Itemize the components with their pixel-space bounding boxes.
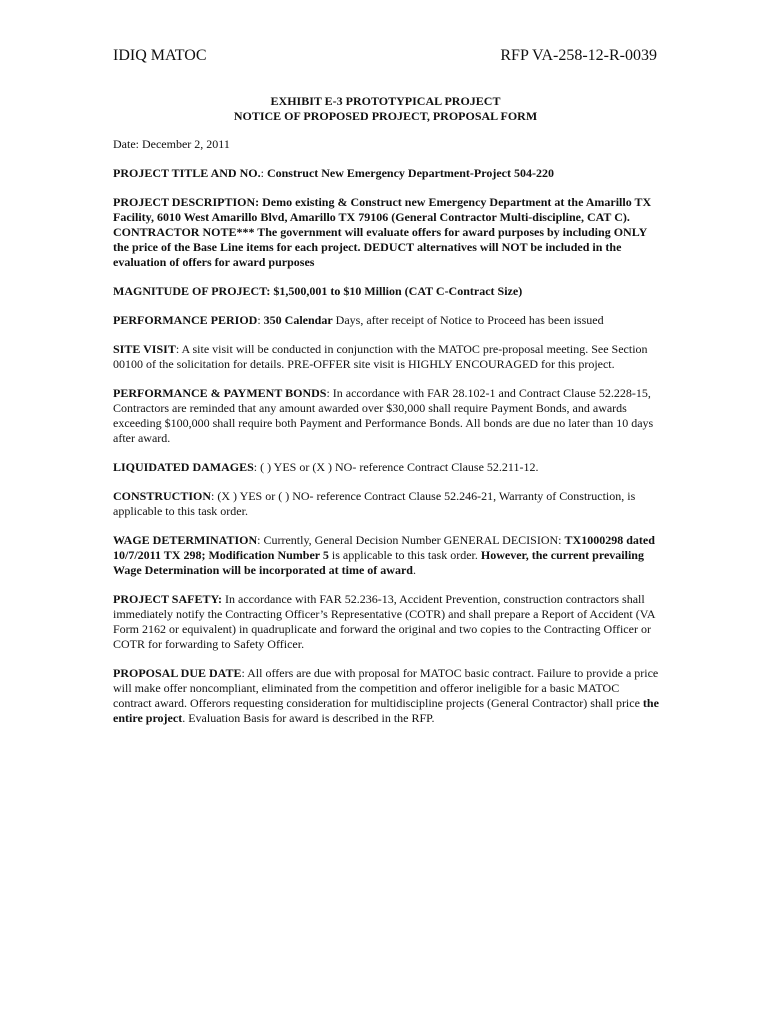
date: Date: December 2, 2011 [113, 137, 230, 151]
label: PROPOSAL DUE DATE [113, 666, 242, 680]
label: SITE VISIT [113, 342, 176, 356]
label: PERFORMANCE PERIOD [113, 313, 258, 327]
value: : ( ) YES or (X ) NO- reference Contract Clause 52.211-12. [253, 460, 539, 474]
bold1: TX1000298 dated 10/7/2011 TX 298; Modification Number 5 [113, 533, 655, 562]
value: : (X ) YES or ( ) NO- reference Contract Clause 52.246-21, Warranty of Construction, is applicable to this task order. [113, 489, 636, 518]
label: PROJECT DESCRIPTION [113, 195, 256, 209]
value: : In accordance with FAR 28.102-1 and Contract Clause 52.228-15, Contractors are reminded that any amount awarded over $30,000 shall require Payment Bonds, and awards exceeding $100,000 shall require both Payment and Performance Bonds. All bonds are due no later than 10 days after award. [113, 386, 654, 445]
value2: is applicable to this task order. [328, 548, 481, 562]
document-body [113, 137, 659, 740]
label: WAGE DETERMINATION [113, 533, 258, 547]
value2: . Evaluation Basis for award is described in the RFP. [182, 711, 435, 725]
label: PERFORMANCE & PAYMENT BONDS [113, 386, 327, 400]
value1: : All offers are due with proposal for MATOC basic contract. Failure to provide a price will make offer noncompliant, eliminated from the competition and offeror ineligible for a basic MATOC contract award. Offerors requesting consideration for multidiscipline projects (General Contractor) shall price [113, 666, 659, 710]
value: : A site visit will be conducted in conjunction with the MATOC pre-proposal meeting. See Section 00100 of the solicitation for details. PRE-OFFER site visit is HIGHLY ENCOURAGED for this project. [113, 342, 648, 371]
site-visit-paragraph [113, 342, 659, 372]
value: : $1,500,001 to $10 Million (CAT C-Contract Size) [266, 284, 523, 298]
performance-period-paragraph [113, 313, 659, 328]
document-title [113, 94, 658, 124]
wage-determination-paragraph [113, 533, 659, 578]
value: Construct New Emergency Department-Project 504-220 [266, 166, 554, 180]
value1: : Currently, General Decision Number GENERAL DECISION: [257, 533, 565, 547]
title-line-1: EXHIBIT E-3 PROTOTYPICAL PROJECT [270, 94, 501, 108]
description-paragraph [113, 195, 659, 270]
project-title-paragraph [113, 166, 659, 181]
label: LIQUIDATED DAMAGES [113, 460, 254, 474]
label: MAGNITUDE OF PROJECT [113, 284, 267, 298]
construction-paragraph [113, 489, 659, 519]
bold2: However, the current prevailing Wage Determination will be incorporated at time of award [113, 548, 644, 577]
sep: : [257, 313, 264, 327]
label: PROJECT TITLE AND NO. [113, 166, 261, 180]
sep: : [260, 166, 267, 180]
label: CONSTRUCTION [113, 489, 212, 503]
bold: 350 Calendar [263, 313, 333, 327]
value: Days, after receipt of Notice to Proceed has been issued [332, 313, 604, 327]
value: In accordance with FAR 52.236-13, Accident Prevention, construction contractors shall immediately notify the Contracting Officer’s Representative (COTR) and shall prepare a Report of Accident (VA Form 2162 or equivalent) in quadruplicate and forward the original and two copies to the Contracting Officer or COTR for forwarding to Safety Officer. [113, 592, 655, 651]
safety-paragraph [113, 592, 659, 652]
due-date-paragraph [113, 666, 659, 726]
label: PROJECT SAFETY: [113, 592, 223, 606]
liquidated-damages-paragraph [113, 460, 659, 475]
bonds-paragraph [113, 386, 659, 446]
header-left: IDIQ MATOC [113, 47, 207, 64]
bold: the entire project [113, 696, 659, 725]
value3: . [412, 563, 416, 577]
magnitude-paragraph [113, 284, 659, 299]
value: : Demo existing & Construct new Emergency Department at the Amarillo TX Facility, 6010 West Amarillo Blvd, Amarillo TX 79106 (General Contractor Multi-discipline, CAT C). CONTRACTOR NOTE*** The government will evaluate offers for award purposes by including ONLY the price of the Base Line items for each project. DEDUCT alternatives will NOT be included in the evaluation of offers for award purposes [113, 195, 652, 269]
header-right: RFP VA-258-12-R-0039 [500, 47, 657, 64]
title-line-2: NOTICE OF PROPOSED PROJECT, PROPOSAL FORM [233, 109, 538, 123]
